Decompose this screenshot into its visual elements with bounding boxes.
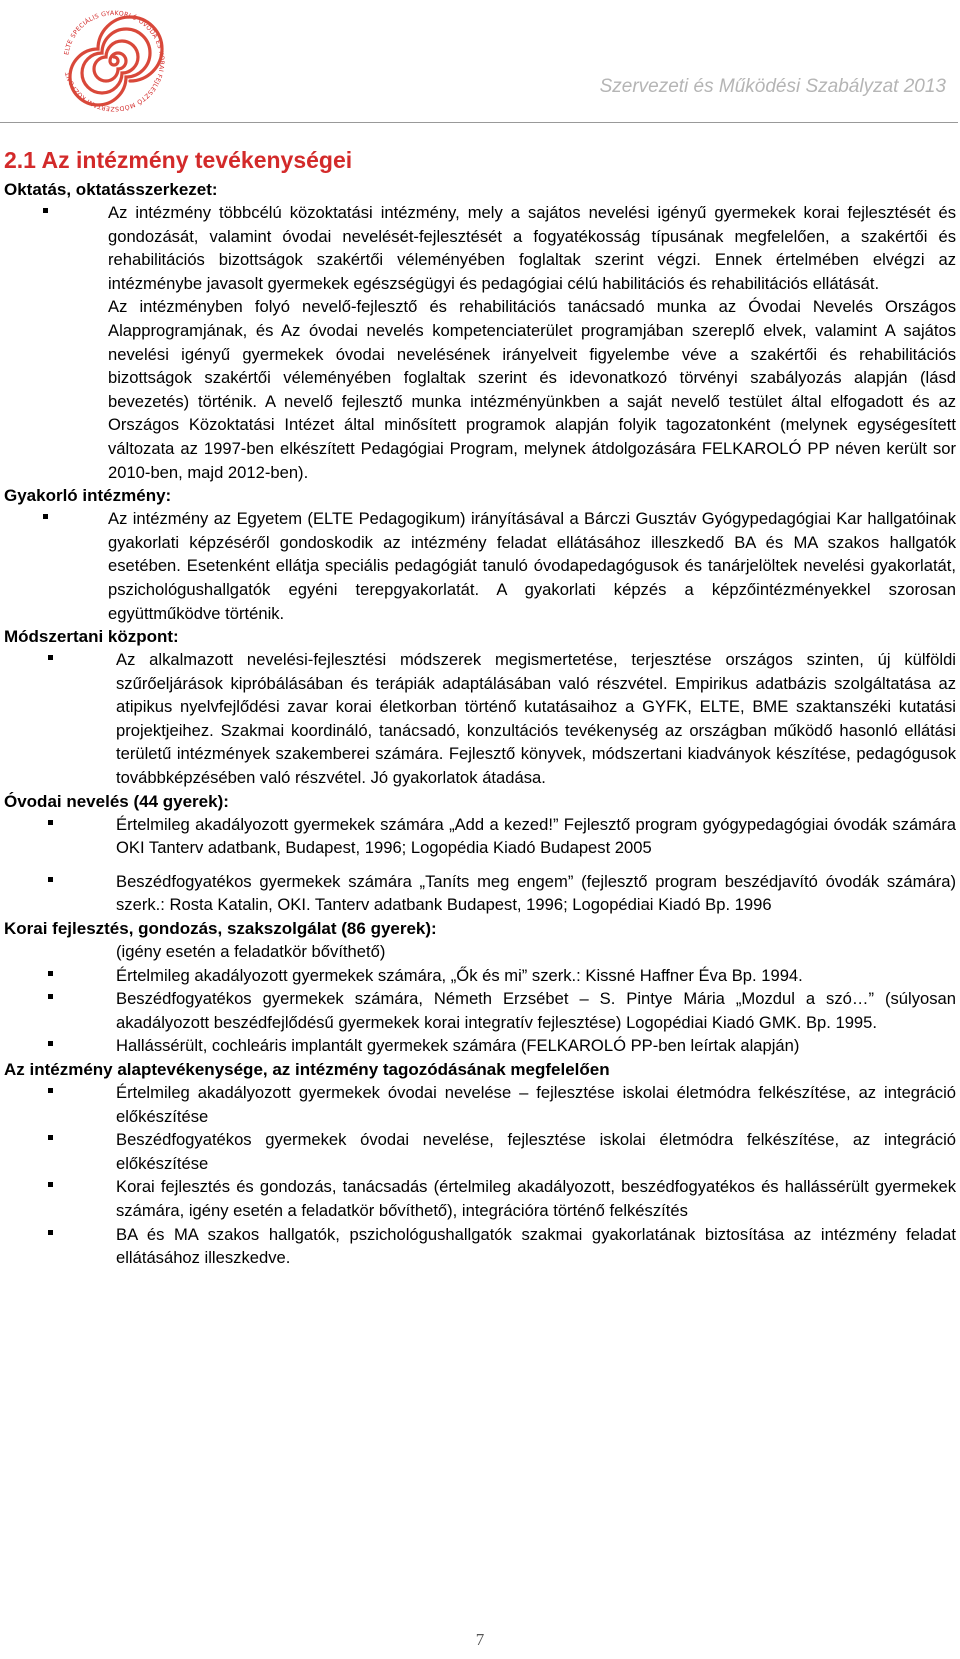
list-ovodai [4,813,956,917]
bullet-icon [48,1088,53,1093]
bullet-icon [48,1041,53,1046]
list-item: Korai fejlesztés és gondozás, tanácsadás (értelmileg akadályozott, beszédfogyatékos és hallássérült gyermekek számára, igény esetén a feladatkör bővíthető), integrációra történő felkészítés [4,1175,956,1222]
list-item: BA és MA szakos hallgatók, pszichológushallgatók szakmai gyakorlatának biztosítása az intézmény feladat ellátásához illeszkedve. [4,1223,956,1270]
list-modszertani [4,648,956,790]
list-item: Beszédfogyatékos gyermekek számára „Taníts meg engem” (fejlesztő program beszédjavító óvodák számára) szerk.: Rosta Katalin, OKI. Tanterv adatbank Budapest, 1996; Logopédiai Kiadó Bp. 1996 [4,870,956,917]
document-title: Szervezeti és Működési Szabályzat 2013 [599,76,946,97]
bullet-icon [48,1135,53,1140]
heading-ovodai: Óvodai nevelés (44 gyerek): [4,791,229,811]
page-header [0,0,960,130]
list-item: Az alkalmazott nevelési-fejlesztési módszerek megismertetése, terjesztése országos szinten, új külföldi szűrőeljárások kipróbálásában és terápiák adaptálásában való részvétel. Empirikus adatbázis szolgáltatása az atipikus nyelvfejlődési zavar korai életkorban történő kutatásaihoz a GYFK, ELTE, BME szaktanszéki kutatási projektjeihez. Szakmai koordináló, tanácsadó, konzultációs tevékenység az országban működő hasonló ellátási területű intézmények szakemberei számára. Fejlesztő könyvek, módszertani kiadványok készítése, pedagógusok továbbképzésében való részvétel. Jó gyakorlatok átadása. [4,648,956,790]
bullet-icon [48,820,53,825]
list-item: Beszédfogyatékos gyermekek óvodai nevelése, fejlesztése iskolai életmódra felkészítése, az integráció előkészítése [4,1128,956,1175]
list-item: Hallássérült, cochleáris implantált gyermekek számára (FELKAROLÓ PP-ben leírtak alapján) [4,1034,956,1058]
list-item: Értelmileg akadályozott gyermekek számára „Add a kezed!” Fejlesztő program gyógypedagógiai óvodák számára OKI Tanterv adatbank, Budapest, 1996; Logopédia Kiadó Budapest 2005 [4,813,956,860]
list-item: Beszédfogyatékos gyermekek számára, Németh Erzsébet – S. Pintye Mária „Mozdul a szó…” (súlyosan akadályozott beszédfejlődésű gyermekek korai integratív fejlesztése) Logopédiai Kiadó GMK. Bp. 1995. [4,987,956,1034]
list-item: Értelmileg akadályozott gyermekek számára, „Ők és mi” szerk.: Kissné Haffner Éva Bp. 1994. [4,964,956,988]
list-spacer [4,860,956,870]
heading-alap: Az intézmény alaptevékenysége, az intézmény tagozódásának megfelelően [4,1060,610,1079]
svg-text:ELTE SPECIÁLIS GYAKORLÓ ÓVODA: ELTE SPECIÁLIS GYAKORLÓ ÓVODA ÉS KORAI FEJLESZTŐ MÓDSZERTANI KÖZPONT [63,9,166,113]
header-divider [0,122,958,123]
bullet-icon [43,514,48,519]
list-item: Az intézmény az Egyetem (ELTE Pedagogikum) irányításával a Bárczi Gusztáv Gyógypedagógiai Kar hallgatóinak gyakorlati képzéséről gondoskodik az intézmény feladat ellátásához illeszkedő BA és MA szakos hallgatók esetében. Esetenként ellátja speciális pedagógiát tanuló óvodapedagógusok és tanárjelöltek nevelési gyakorlatát, pszichológushallgatók egyéni terepgyakorlatát. A gyakorlati képzés a képzőintézményekkel szorosan együttműködve történik. [4,507,956,625]
list-item: Az intézmény többcélú közoktatási intézmény, mely a sajátos nevelési igényű gyermekek korai fejlesztését és gondozását, valamint óvodai nevelését-fejlesztését a fogyatékosság típusának megfelelően, a szakértői és rehabilitációs bizottságok szakértői véleményében foglaltak szerint végzi. Ennek értelmében elvégzi az intézménybe javasolt gyermekek egészségügyi és pedagógiai célú habilitációs és rehabilitációs ellátását. [4,201,956,295]
bullet-icon [48,877,53,882]
page-number: 7 [475,1630,485,1649]
page-content [4,146,956,1270]
bullet-icon [48,994,53,999]
paragraph-oktatas: Az intézményben folyó nevelő-fejlesztő és rehabilitációs tanácsadó munka az Óvodai Nevelés Országos Alapprogramjának, és Az óvodai nevelés kompetenciaterület programjában szereplő elvek, valamint A sajátos nevelési igényű gyermekek óvodai nevelésének irányelveit figyelembe véve a szakértői és rehabilitációs bizottságok szakértői véleményében foglaltak szerint és idevonatkozó törvényi szabályozás alapján (lásd bevezetés) történik. A nevelő fejlesztő munka intézményünkben a saját nevelő testület által elfogadott és az Országos Közoktatási Intézet által minősített programok alapján folyik tagozatonként (melynek egységesített változata az 1997-ben elkészített Pedagógiai Program, melynek átdolgozására FELKAROLÓ PP néven került sor 2010-ben, majd 2012-ben). [108,297,956,482]
heading-gyakorlo: Gyakorló intézmény: [4,486,172,506]
list-oktatas [4,201,956,295]
heading-modszertani: Módszertani központ: [4,627,179,647]
list-alap [4,1081,956,1270]
list-korai [4,964,956,1058]
korai-note: (igény esetén a feladatkör bővíthető) [116,942,386,962]
bullet-icon [48,655,53,660]
bullet-icon [48,971,53,976]
section-title: 2.1 Az intézmény tevékenységei [4,147,353,173]
list-gyakorlo [4,507,956,625]
list-item: Értelmileg akadályozott gyermekek óvodai nevelése – fejlesztése iskolai életmódra felkészítése, az integráció előkészítése [4,1081,956,1128]
bullet-icon [48,1230,53,1235]
bullet-icon [43,208,48,213]
heading-korai: Korai fejlesztés, gondozás, szakszolgálat (86 gyerek): [4,919,437,939]
heading-oktatas: Oktatás, oktatásszerkezet: [4,180,218,199]
bullet-icon [48,1182,53,1187]
institution-logo [58,5,170,117]
